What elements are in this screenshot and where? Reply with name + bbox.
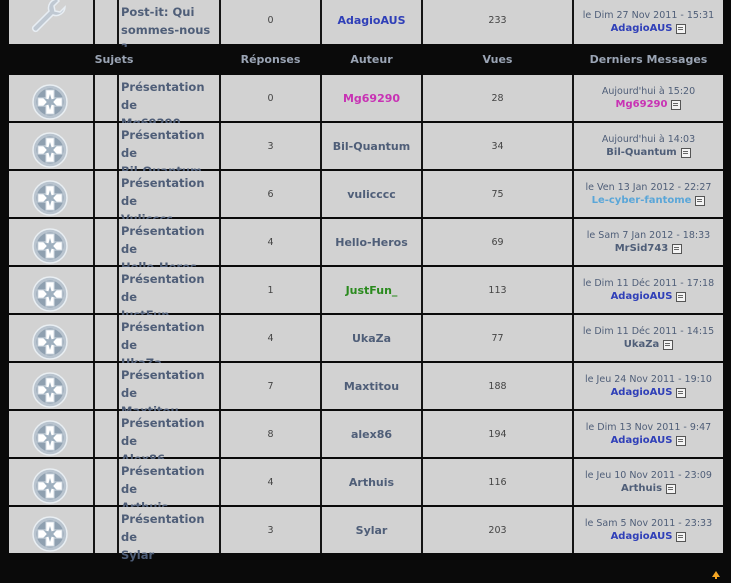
topic-row (9, 363, 723, 409)
topic-author-cell (322, 411, 421, 457)
topic-replies-cell (221, 267, 320, 313)
topic-last-date: Aujourd'hui à 15:20 (601, 86, 696, 97)
topic-status-cell (95, 267, 117, 313)
topic-row (9, 171, 723, 217)
topic-icon-cell (9, 459, 93, 505)
topic-last-user[interactable]: AdagioAUS (610, 387, 673, 398)
pinned-title-line1: Post-it: Qui (121, 5, 195, 19)
topic-replies-cell (221, 363, 320, 409)
medical-cross-icon (31, 323, 69, 361)
topic-last-cell (574, 315, 723, 361)
goto-last-post-icon[interactable] (666, 484, 676, 494)
topic-views-cell (423, 267, 572, 313)
topic-replies-cell (221, 219, 320, 265)
topic-row (9, 123, 723, 169)
topic-last-date: le Sam 5 Nov 2011 - 23:33 (584, 518, 713, 529)
topic-replies: 7 (267, 380, 274, 392)
topic-status-cell (95, 363, 117, 409)
topic-last-date: le Ven 13 Jan 2012 - 22:27 (585, 182, 712, 193)
topic-author-cell (322, 507, 421, 553)
topic-views: 116 (488, 476, 507, 488)
header-replies: Réponses (240, 53, 301, 66)
topic-last-cell (574, 123, 723, 169)
topic-title-line1: Présentation de (121, 416, 205, 448)
topic-last-date: le Jeu 24 Nov 2011 - 19:10 (585, 374, 712, 385)
topic-title-cell (119, 411, 219, 457)
topic-author[interactable]: Mg69290 (342, 91, 401, 105)
topic-title-cell (119, 363, 219, 409)
topic-title-line1: Présentation de (121, 176, 205, 208)
topic-icon-cell (9, 171, 93, 217)
topic-row (9, 219, 723, 265)
topic-last-user[interactable]: Le-cyber-fantome (591, 195, 692, 206)
topic-author[interactable]: Sylar (355, 523, 388, 537)
topic-title-line1: Présentation de (121, 320, 205, 352)
medical-cross-icon (31, 275, 69, 313)
goto-last-post-icon[interactable] (672, 244, 682, 254)
topic-author-cell (322, 267, 421, 313)
medical-cross-icon (31, 419, 69, 457)
topic-link[interactable] (121, 510, 219, 564)
pinned-last-user[interactable]: AdagioAUS (610, 23, 673, 34)
topic-views: 34 (491, 140, 504, 152)
topic-views-cell (423, 75, 572, 121)
topic-views-cell (423, 123, 572, 169)
topic-replies: 0 (267, 92, 274, 104)
header-last-messages: Derniers Messages (589, 53, 708, 66)
topic-icon-cell (9, 267, 93, 313)
topic-last-user[interactable]: AdagioAUS (610, 435, 673, 446)
topic-replies: 1 (267, 284, 274, 296)
goto-last-post-icon[interactable] (676, 388, 686, 398)
topic-replies-cell (221, 123, 320, 169)
topic-author[interactable]: JustFun_ (345, 283, 398, 297)
pinned-title-line2: sommes-nous (121, 23, 211, 37)
topic-status-cell (95, 315, 117, 361)
topic-title-line1: Présentation de (121, 272, 205, 304)
pinned-title-cell (119, 0, 219, 44)
topic-views-cell (423, 459, 572, 505)
topic-title-line1: Présentation de (121, 224, 205, 256)
topic-replies: 8 (267, 428, 274, 440)
topic-title-cell (119, 267, 219, 313)
topic-icon-cell (9, 507, 93, 553)
topic-last-date: Aujourd'hui à 14:03 (601, 134, 696, 145)
pinned-views-cell (423, 0, 572, 44)
topic-last-cell (574, 171, 723, 217)
topic-author-cell (322, 219, 421, 265)
goto-last-post-icon[interactable] (671, 100, 681, 110)
topic-icon-cell (9, 411, 93, 457)
topic-author-cell (322, 123, 421, 169)
topic-status-cell (95, 171, 117, 217)
goto-last-post-icon[interactable] (663, 340, 673, 350)
topic-replies-cell (221, 315, 320, 361)
topic-views-cell (423, 315, 572, 361)
topic-title-line1: Présentation de (121, 128, 205, 160)
topic-views: 28 (491, 92, 504, 104)
topic-title-cell (119, 459, 219, 505)
medical-cross-icon (31, 515, 69, 553)
header-views: Vues (482, 53, 513, 66)
topic-author[interactable]: Bil-Quantum (332, 139, 411, 153)
topic-last-cell (574, 219, 723, 265)
topic-title-cell (119, 219, 219, 265)
topic-views: 69 (491, 236, 504, 248)
topic-last-date: le Dim 11 Déc 2011 - 17:18 (582, 278, 715, 289)
topic-author-cell (322, 363, 421, 409)
topic-row (9, 459, 723, 505)
header-subjects: Sujets (94, 53, 134, 66)
topic-views: 77 (491, 332, 504, 344)
topic-last-user[interactable]: Mg69290 (615, 99, 668, 110)
topic-row (9, 411, 723, 457)
topic-views: 194 (488, 428, 507, 440)
topic-status-cell (95, 411, 117, 457)
topic-author[interactable]: UkaZa (351, 331, 392, 345)
goto-last-post-icon[interactable] (676, 292, 686, 302)
medical-cross-icon (31, 179, 69, 217)
topic-author[interactable]: Hello-Heros (335, 235, 408, 249)
topic-views: 203 (488, 524, 507, 536)
topic-author-cell (322, 75, 421, 121)
topic-replies-cell (221, 75, 320, 121)
goto-last-post-icon[interactable] (676, 532, 686, 542)
topic-views: 75 (491, 188, 504, 200)
topic-author[interactable]: alex86 (350, 427, 393, 441)
pinned-last-cell (574, 0, 723, 44)
topic-last-cell (574, 267, 723, 313)
topic-title-cell (119, 171, 219, 217)
topic-replies: 4 (267, 476, 274, 488)
topic-replies-cell (221, 411, 320, 457)
topic-replies: 3 (267, 140, 274, 152)
medical-cross-icon (31, 227, 69, 265)
topic-row (9, 315, 723, 361)
pinned-views: 233 (488, 15, 507, 26)
topic-last-cell (574, 459, 723, 505)
topic-last-user[interactable]: UkaZa (623, 339, 660, 350)
topic-last-date: le Sam 7 Jan 2012 - 18:33 (586, 230, 711, 241)
topic-last-cell (574, 363, 723, 409)
topic-last-cell (574, 75, 723, 121)
topic-title-cell (119, 123, 219, 169)
topic-views-cell (423, 171, 572, 217)
topic-author[interactable]: vulicccc (347, 187, 396, 201)
topic-icon-cell (9, 363, 93, 409)
topic-last-user[interactable]: Bil-Quantum (606, 147, 677, 158)
medical-cross-icon (31, 131, 69, 169)
topic-views-cell (423, 363, 572, 409)
pinned-author-cell (322, 0, 421, 44)
wrench-icon (27, 0, 71, 37)
topic-views-cell (423, 411, 572, 457)
topic-icon-cell (9, 123, 93, 169)
topic-icon-cell (9, 219, 93, 265)
topic-replies-cell (221, 459, 320, 505)
topic-author-cell (322, 459, 421, 505)
topic-row (9, 75, 723, 121)
topic-title-cell (119, 75, 219, 121)
topic-last-user[interactable]: AdagioAUS (610, 531, 673, 542)
topic-author-cell (322, 315, 421, 361)
topic-row (9, 267, 723, 313)
topic-title-line1: Présentation de (121, 464, 205, 496)
topic-author[interactable]: Maxtitou (343, 379, 400, 393)
topic-last-date: le Jeu 10 Nov 2011 - 23:09 (585, 470, 712, 481)
topic-title-line1: Présentation de (121, 80, 205, 112)
topic-status-cell (95, 219, 117, 265)
medical-cross-icon (31, 467, 69, 505)
topic-row (9, 507, 723, 562)
medical-cross-icon (31, 371, 69, 409)
goto-last-post-icon[interactable] (676, 436, 686, 446)
goto-last-post-icon[interactable] (695, 196, 705, 206)
medical-cross-icon (31, 83, 69, 121)
goto-last-post-icon[interactable] (676, 24, 686, 34)
topic-last-date: le Dim 13 Nov 2011 - 9:47 (585, 422, 712, 433)
pinned-replies-cell (221, 0, 320, 44)
topic-replies-cell (221, 171, 320, 217)
topic-icon-cell (9, 75, 93, 121)
topic-status-cell (95, 459, 117, 505)
pinned-icon-cell (9, 0, 93, 44)
topic-title-line1: Présentation de (121, 512, 205, 544)
back-to-top-arrow-icon[interactable] (712, 571, 720, 577)
topic-last-user[interactable]: MrSid743 (614, 243, 669, 254)
topic-replies: 3 (267, 524, 274, 536)
topic-title-line1: Présentation de (121, 368, 205, 400)
topic-status-cell (95, 507, 117, 553)
topic-list-header (9, 47, 723, 73)
topic-title-line2: Sylar (121, 548, 155, 562)
topic-views: 113 (488, 284, 507, 296)
topic-views-cell (423, 507, 572, 553)
topic-last-user[interactable]: AdagioAUS (610, 291, 673, 302)
pinned-topic-row (9, 0, 723, 44)
topic-last-cell (574, 411, 723, 457)
topic-replies-cell (221, 507, 320, 553)
goto-last-post-icon[interactable] (681, 148, 691, 158)
topic-author[interactable]: Arthuis (348, 475, 395, 489)
topic-title-cell (119, 315, 219, 361)
topic-status-cell (95, 123, 117, 169)
topic-views: 188 (488, 380, 507, 392)
topic-status-cell (95, 75, 117, 121)
pinned-status-cell (95, 0, 117, 44)
header-author: Auteur (350, 53, 393, 66)
topic-views-cell (423, 219, 572, 265)
topic-last-user[interactable]: Arthuis (620, 483, 663, 494)
topic-title-cell (119, 507, 219, 562)
pinned-last-date: le Dim 27 Nov 2011 - 15:31 (582, 10, 715, 21)
topic-last-cell (574, 507, 723, 553)
topic-last-date: le Dim 11 Déc 2011 - 14:15 (582, 326, 715, 337)
topic-icon-cell (9, 315, 93, 361)
topic-replies: 4 (267, 236, 274, 248)
topic-replies: 4 (267, 332, 274, 344)
topic-author-cell (322, 171, 421, 217)
pinned-author[interactable]: AdagioAUS (337, 14, 406, 27)
pinned-replies: 0 (267, 15, 274, 26)
topic-replies: 6 (267, 188, 274, 200)
